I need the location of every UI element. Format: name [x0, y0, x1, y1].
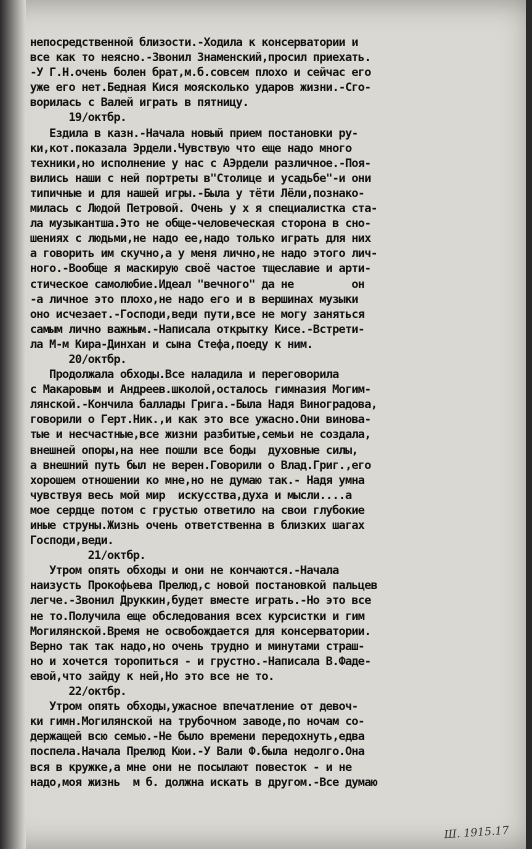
text-line: стическое самолюбие.Идеал "вечного" да не он: [30, 276, 365, 291]
text-line: надо,моя жизнь м б. должна искать в другом.-Все думаю: [30, 774, 378, 789]
text-line: хорошем отношении ко мне,но не думаю так.- Надя умна: [30, 472, 365, 487]
page-shadow-left: [0, 0, 26, 849]
handwritten-note: Ш. 1915.17: [443, 823, 510, 842]
text-line: тые и несчастные,все жизни разбитые,семьи не создала,: [30, 427, 371, 442]
text-line: непосредственной близости.-Ходила к консерватории и: [30, 35, 358, 49]
text-line: Могилянской.Время не освобождается для консерватории.: [30, 623, 371, 638]
text-line: 19/октбр.: [30, 110, 127, 125]
text-line: ного.-Вообще я маскирую своё частое тщеславие и арти-: [30, 261, 371, 276]
text-line: вся в кружке,а мне они не посылают повесток - и не: [30, 759, 352, 774]
text-line: Верно так так надо,но очень трудно и минутами страш-: [30, 638, 365, 653]
text-line: ла музыкантша.Это не обще-человеческая сторона в сно-: [30, 216, 371, 231]
text-line: самым лично важным.-Написала открытку Кисе.-Встрети-: [30, 321, 365, 336]
text-line: лянской.-Кончила баллады Грига.-Была Надя Виноградова,: [30, 397, 378, 412]
text-line: ки,кот.показала Эрдели.Чувствую что еще надо много: [30, 140, 352, 155]
text-line: -а личное это плохо,не надо его и в вершинах музыки: [30, 291, 358, 306]
text-line: легче.-Звонил Друккин,будет вместе играть.-Но это все: [30, 593, 371, 608]
text-line: Утром опять обходы и они не кончаются.-Начала: [30, 563, 339, 578]
text-line: вились наши с ней портреты в"Столице и усадьбе"-и они: [30, 170, 371, 185]
text-line: типичные и для нашей игры.-Была у тёти Лёли,познако-: [30, 185, 365, 200]
text-line: уже его нет.Бедная Кися моясколько ударов жизни.-Сго-: [30, 80, 371, 95]
text-line: -У Г.Н.очень болен брат,м.б.совсем плохо и сейчас его: [30, 65, 371, 80]
text-line: говорили о Герт.Ник.,и как это все ужасно.Они винова-: [30, 412, 371, 427]
text-line: милась с Людой Петровой. Очень у х я специалистка ста-: [30, 201, 378, 216]
text-line: но и хочется торопиться - и грустно.-Написала В.Фаде-: [30, 653, 371, 668]
text-line: не то.Получила еще обследования всех курсистки и гим: [30, 608, 365, 623]
text-line: внешней опоры,на нее пошли все боды духовные силы,: [30, 442, 358, 457]
text-line: ворилась с Валей играть в пятницу.: [30, 95, 249, 110]
text-line: 22/октбр.: [30, 684, 127, 699]
text-line: а внешний путь был не верен.Говорили о Влад.Григ.,его: [30, 457, 371, 472]
text-line: Ездила в казн.-Начала новый прием постановки ру-: [30, 125, 358, 140]
text-line: Господи,веди.: [30, 533, 114, 548]
text-line: техники,но исполнение у нас с АЭрдели различное.-Поя-: [30, 155, 371, 170]
text-line: 20/октбр.: [30, 351, 127, 366]
text-line: 21/октбр.: [30, 548, 146, 563]
text-line: шениях с людьми,не надо ее,надо только играть для них: [30, 231, 371, 246]
text-line: ки гимн.Могилянской на трубочном заводе,по ночам со-: [30, 714, 365, 729]
text-line: иные струны.Жизнь очень ответственна в близких шагах: [30, 518, 365, 532]
text-line: оно исчезает.-Господи,веди пути,все не могу заняться: [30, 306, 365, 321]
text-line: мое сердце потом с грустью ответило на свои глубокие: [30, 502, 365, 517]
text-line: с Макаровым и Андреев.школой,осталось гимназия Могим-: [30, 382, 371, 397]
typewritten-text: [30, 35, 530, 790]
text-line: Продолжала обходы.Все наладила и переговорила: [30, 367, 339, 382]
text-line: поспела.Начала Прелюд Кюи.-У Вали Ф.была недолго.Она: [30, 744, 365, 759]
text-line: держащей всю семью.-Не было времени передохнуть,едва: [30, 729, 365, 744]
text-line: все как то неясно.-Звонил Знаменский,просил приехать.: [30, 50, 371, 65]
text-line: евой,что зайду к ней,Но это все не то.: [30, 668, 275, 683]
text-line: а говорить им скучно,а у меня лично,не надо этого лич-: [30, 246, 378, 261]
text-line: ла М-м Кира-Динхан и сына Стефа,поеду к ним.: [30, 336, 313, 351]
text-line: чувствуя весь мой мир искусства,духа и мысли....а: [30, 487, 352, 502]
text-line: наизусть Прокофьева Прелюд,с новой постановкой пальцев: [30, 578, 378, 593]
text-line: Утром опять обходы,ужасное впечатление от девоч-: [30, 699, 358, 714]
